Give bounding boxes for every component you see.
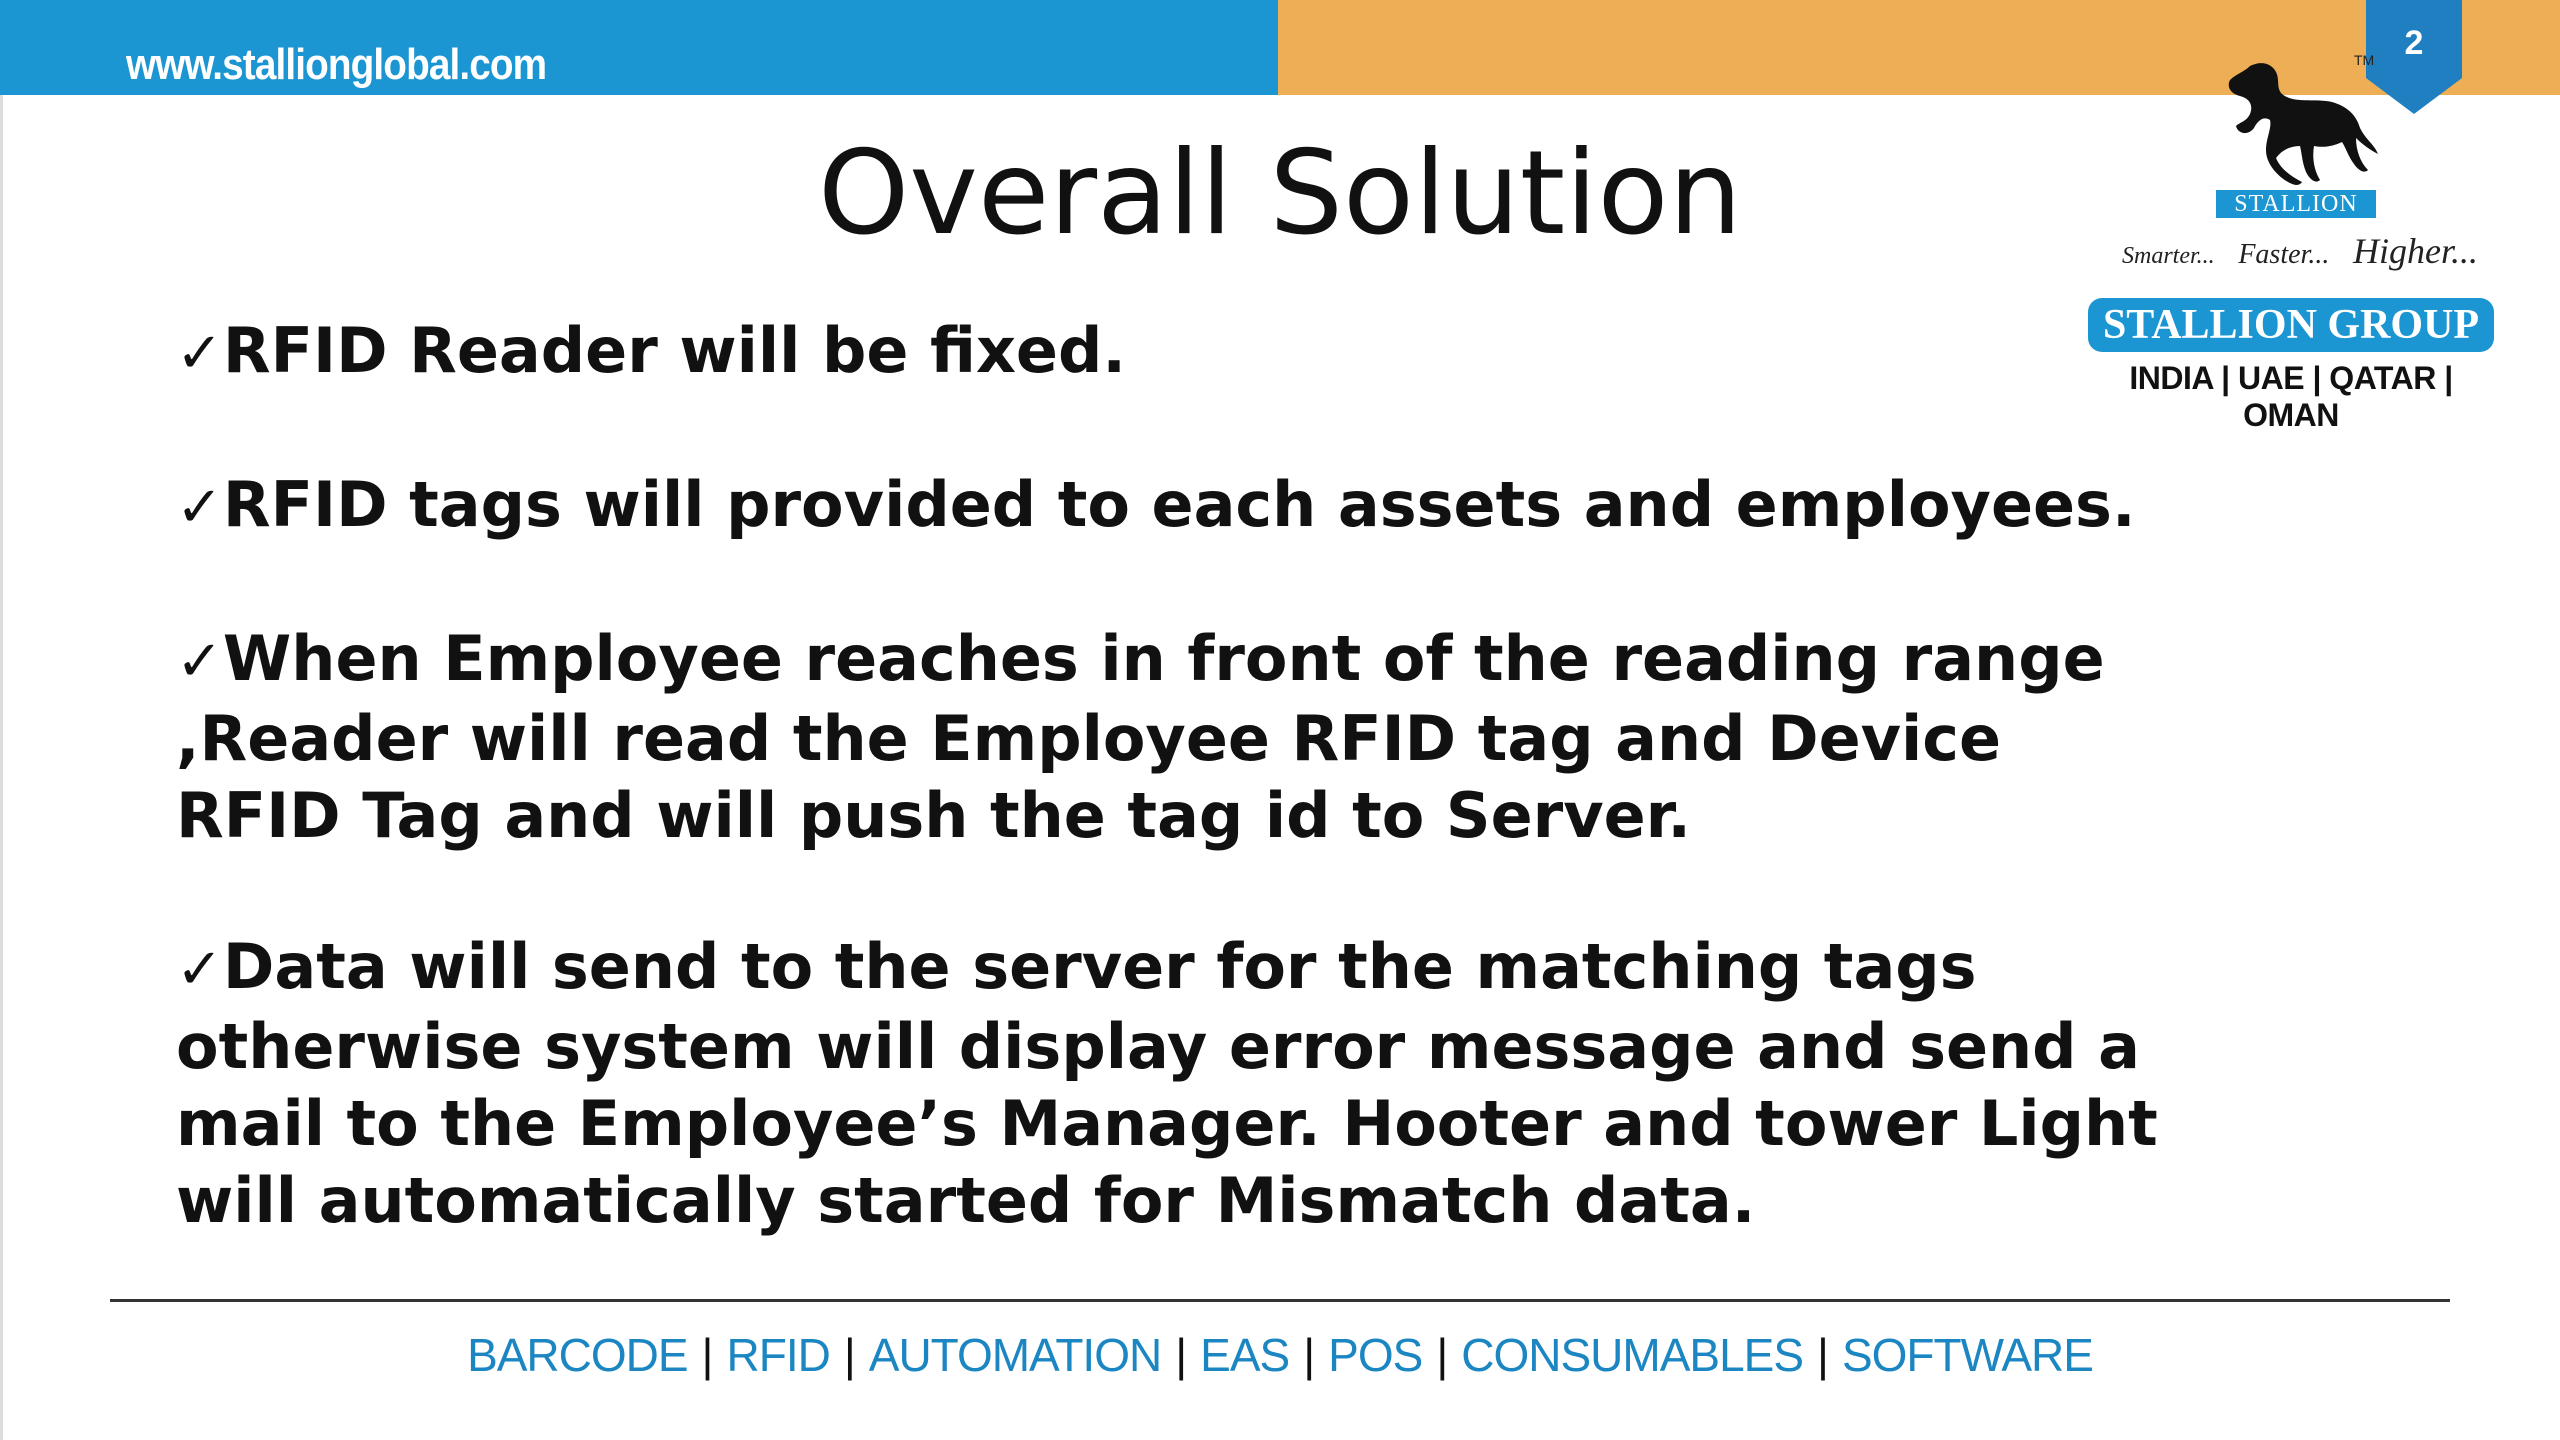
- page-number-badge: [2366, 0, 2462, 114]
- website-url[interactable]: www.stallionglobal.com: [126, 40, 547, 89]
- footer-item-consumables: CONSUMABLES: [1461, 1329, 1804, 1381]
- bullet-text: RFID Reader will be fixed.: [222, 314, 1126, 387]
- bullet-text: Data will send to the server for the matching tags otherwise system will display error message and send a mail to the Employee’s Manager. Hooter and tower Light will automatically started for Mismatch data.: [176, 930, 2158, 1237]
- footer-divider: [110, 1299, 2450, 1302]
- footer-categories: [0, 1328, 2560, 1382]
- bullet-item: [176, 312, 2276, 392]
- tagline-faster: Faster...: [2238, 239, 2330, 270]
- footer-item-eas: EAS: [1200, 1329, 1290, 1381]
- tagline-higher: Higher...: [2352, 231, 2478, 271]
- footer-item-automation: AUTOMATION: [868, 1329, 1162, 1381]
- slide-title: Overall Solution: [818, 126, 1742, 261]
- bullet-item: [176, 466, 2276, 546]
- trademark-mark: TM: [2354, 52, 2375, 68]
- footer-separator: |: [1436, 1329, 1448, 1381]
- checkmark-icon: ✓: [176, 937, 223, 1002]
- page-number: 2: [2404, 24, 2424, 62]
- footer-separator: |: [701, 1329, 713, 1381]
- footer-item-pos: POS: [1328, 1329, 1423, 1381]
- group-regions: INDIA | UAE | QATAR | OMAN: [2129, 360, 2453, 433]
- bullet-text: RFID tags will provided to each assets and employees.: [222, 468, 2136, 541]
- footer-item-barcode: BARCODE: [467, 1329, 688, 1381]
- bullet-item: [176, 928, 2276, 1239]
- footer-separator: |: [1303, 1329, 1315, 1381]
- checkmark-icon: ✓: [176, 629, 223, 694]
- group-name-badge: STALLION GROUP: [2088, 298, 2494, 352]
- footer-separator: |: [843, 1329, 855, 1381]
- footer-item-rfid: RFID: [726, 1329, 830, 1381]
- footer-separator: |: [1817, 1329, 1828, 1381]
- checkmark-icon: ✓: [176, 475, 223, 540]
- checkmark-icon: ✓: [176, 321, 223, 386]
- footer-item-software: SOFTWARE: [1841, 1329, 2093, 1381]
- footer-separator: |: [1175, 1329, 1187, 1381]
- bullet-text: When Employee reaches in front of the reading range ,Reader will read the Employee RFID tag and Device RFID Tag and will push the tag id to Server.: [176, 622, 2105, 852]
- slide-edge: [0, 95, 3, 1440]
- logo-brand-label: STALLION: [2216, 190, 2376, 218]
- bullet-item: [176, 620, 2276, 854]
- tagline-smarter: Smarter...: [2122, 243, 2215, 269]
